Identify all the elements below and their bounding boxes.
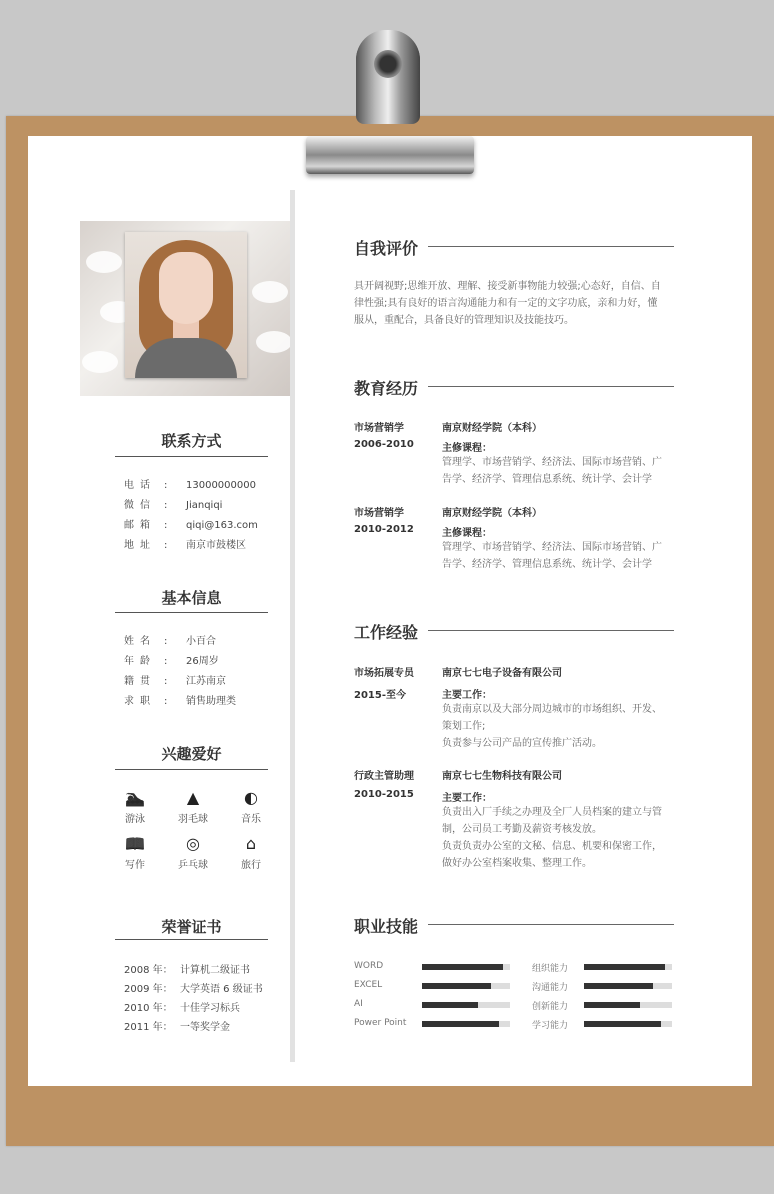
skill-bar-fill xyxy=(584,983,653,989)
skill-bar xyxy=(422,1002,510,1008)
honor-row xyxy=(124,1018,230,1033)
basic-label: 求职 xyxy=(124,696,156,707)
skill-label: 组织能力 xyxy=(532,964,569,974)
edu-course-label: 主修课程： xyxy=(442,443,492,454)
basic-row xyxy=(124,652,219,667)
basic-value: 销售助理类 xyxy=(186,696,236,707)
work-duty-label: 主要工作： xyxy=(442,793,492,804)
swimming-icon: 🏊 xyxy=(125,788,145,807)
skill-bar xyxy=(584,964,672,970)
colon: : xyxy=(164,696,168,707)
skill-label: 学习能力 xyxy=(532,1021,569,1031)
work-company: 南京七七生物科技有限公司 xyxy=(442,771,562,782)
hobby-item xyxy=(115,834,155,871)
basic-info-rule xyxy=(115,612,268,613)
colon: : xyxy=(164,520,168,531)
education-title: 教育经历 xyxy=(354,379,419,398)
edu-school: 南京财经学院（本科） xyxy=(442,508,542,519)
colon: : xyxy=(164,540,168,551)
skill-bar xyxy=(584,1021,672,1027)
work-title: 工作经验 xyxy=(354,623,419,642)
skill-label: EXCEL xyxy=(354,980,383,990)
basic-label: 年龄 xyxy=(124,656,156,667)
honor-row xyxy=(124,961,250,976)
contact-row xyxy=(124,516,258,531)
self-eval-title: 自我评价 xyxy=(354,239,419,258)
honor-row xyxy=(124,980,263,995)
hobby-item xyxy=(231,834,271,871)
clip-bar xyxy=(306,136,474,174)
self-eval-rule xyxy=(428,246,674,247)
colon: : xyxy=(164,500,168,511)
work-company: 南京七七电子设备有限公司 xyxy=(442,668,562,679)
skill-bar-fill xyxy=(584,1002,640,1008)
edu-period: 2010-2012 xyxy=(354,524,414,535)
skill-label: 沟通能力 xyxy=(532,983,569,993)
work-duties: 负责出入厂手续之办理及全厂人员档案的建立与管制，公司员工考勤及薪资考核发放。 负责负责办公室的文秘、信息、机要和保密工作，做好办公室档案收集、整理工作。 xyxy=(442,807,662,869)
basic-row xyxy=(124,632,216,647)
colon: : xyxy=(164,480,168,491)
basic-value: 小百合 xyxy=(186,636,216,647)
work-position: 行政主管助理 xyxy=(354,771,414,782)
basic-label: 籍贯 xyxy=(124,676,156,687)
honor-year: 2009 年： xyxy=(124,984,173,995)
skill-bar-fill xyxy=(422,1021,499,1027)
edu-course-label: 主修课程： xyxy=(442,528,492,539)
skill-label: AI xyxy=(354,999,363,1009)
skill-bar xyxy=(422,964,510,970)
colon: : xyxy=(164,676,168,687)
skill-label: 创新能力 xyxy=(532,1002,569,1012)
skill-bar-fill xyxy=(584,964,665,970)
work-rule xyxy=(428,630,674,631)
hobbies-rule xyxy=(115,769,268,770)
skill-label: WORD xyxy=(354,961,384,971)
hobby-label: 游泳 xyxy=(125,814,145,825)
pingpong-icon: ◎ xyxy=(186,834,200,853)
honor-year: 2010 年： xyxy=(124,1003,173,1014)
clip-hole xyxy=(374,50,402,78)
contact-value: qiqi@163.com xyxy=(186,520,258,531)
honor-text: 计算机二级证书 xyxy=(180,965,250,976)
work-duty-label: 主要工作： xyxy=(442,690,492,701)
edu-school: 南京财经学院（本科） xyxy=(442,423,542,434)
skill-bar xyxy=(422,1021,510,1027)
basic-value: 26周岁 xyxy=(186,656,219,667)
basic-value: 江苏南京 xyxy=(186,676,226,687)
work-duties: 负责南京以及大部分周边城市的市场组织、开发、策划工作; 负责参与公司产品的宣传推广活动。 xyxy=(442,704,662,749)
hobby-label: 乒乓球 xyxy=(178,860,208,871)
divider-line xyxy=(290,190,295,1062)
music-icon: ◐ xyxy=(244,788,258,807)
edu-courses: 管理学、市场营销学、经济法、国际市场营销、广告学、经济学、管理信息系统、统计学、会计学 xyxy=(442,542,662,570)
honor-year: 2011 年： xyxy=(124,1022,173,1033)
edu-major: 市场营销学 xyxy=(354,423,404,434)
skill-bar xyxy=(584,983,672,989)
contact-value: 南京市鼓楼区 xyxy=(186,540,246,551)
basic-row xyxy=(124,672,226,687)
contact-value: 13000000000 xyxy=(186,480,256,491)
honor-text: 一等奖学金 xyxy=(180,1022,230,1033)
contact-value: Jianqiqi xyxy=(186,500,223,511)
contact-label: 电话 xyxy=(124,480,156,491)
work-period: 2015-至今 xyxy=(354,690,406,701)
hobby-label: 音乐 xyxy=(241,814,261,825)
skills-rule xyxy=(428,924,674,925)
skill-bar xyxy=(422,983,510,989)
skill-bar xyxy=(584,1002,672,1008)
skill-label: Power Point xyxy=(354,1018,407,1028)
badminton-icon: ▲ xyxy=(186,788,200,807)
hobby-label: 羽毛球 xyxy=(178,814,208,825)
edu-courses: 管理学、市场营销学、经济法、国际市场营销、广告学、经济学、管理信息系统、统计学、会计学 xyxy=(442,457,662,485)
skill-bar-fill xyxy=(422,964,503,970)
hobby-item xyxy=(115,788,155,825)
profile-photo xyxy=(125,232,247,378)
hobby-label: 旅行 xyxy=(241,860,261,871)
basic-label: 姓名 xyxy=(124,636,156,647)
edu-major: 市场营销学 xyxy=(354,508,404,519)
honors-rule xyxy=(115,939,268,940)
hobby-item xyxy=(173,834,213,871)
basic-info-title: 基本信息 xyxy=(161,589,222,607)
contact-label: 邮箱 xyxy=(124,520,156,531)
honor-text: 大学英语 6 级证书 xyxy=(180,984,263,995)
contact-rule xyxy=(115,456,268,457)
edu-period: 2006-2010 xyxy=(354,439,414,450)
hobbies-title: 兴趣爱好 xyxy=(161,745,222,763)
skill-bar-fill xyxy=(422,983,491,989)
contact-row xyxy=(124,496,222,511)
skills-title: 职业技能 xyxy=(354,917,419,936)
work-period: 2010-2015 xyxy=(354,789,414,800)
travel-icon: ⌂ xyxy=(245,834,257,853)
book-icon: 📖 xyxy=(125,834,145,853)
contact-label: 微信 xyxy=(124,500,156,511)
skill-bar-fill xyxy=(422,1002,478,1008)
contact-row xyxy=(124,476,256,491)
self-eval-text: 具开阔视野;思维开放、理解、接受新事物能力较强;心态好，自信、自律性强;具有良好的语言沟通能力和有一定的文字功底，亲和力好，懂服从，重配合，具备良好的管理知识及技能技巧。 xyxy=(354,281,661,326)
skill-bar-fill xyxy=(584,1021,661,1027)
honors-title: 荣誉证书 xyxy=(161,918,222,936)
hobby-label: 写作 xyxy=(125,860,145,871)
contact-row xyxy=(124,536,246,551)
colon: : xyxy=(164,636,168,647)
education-rule xyxy=(428,386,674,387)
honor-year: 2008 年： xyxy=(124,965,173,976)
colon: : xyxy=(164,656,168,667)
honor-row xyxy=(124,999,240,1014)
basic-row xyxy=(124,692,236,707)
hobby-item xyxy=(173,788,213,825)
hobby-item xyxy=(231,788,271,825)
honor-text: 十佳学习标兵 xyxy=(180,1003,240,1014)
work-position: 市场拓展专员 xyxy=(354,668,414,679)
contact-title: 联系方式 xyxy=(161,432,222,450)
contact-label: 地址 xyxy=(124,540,156,551)
